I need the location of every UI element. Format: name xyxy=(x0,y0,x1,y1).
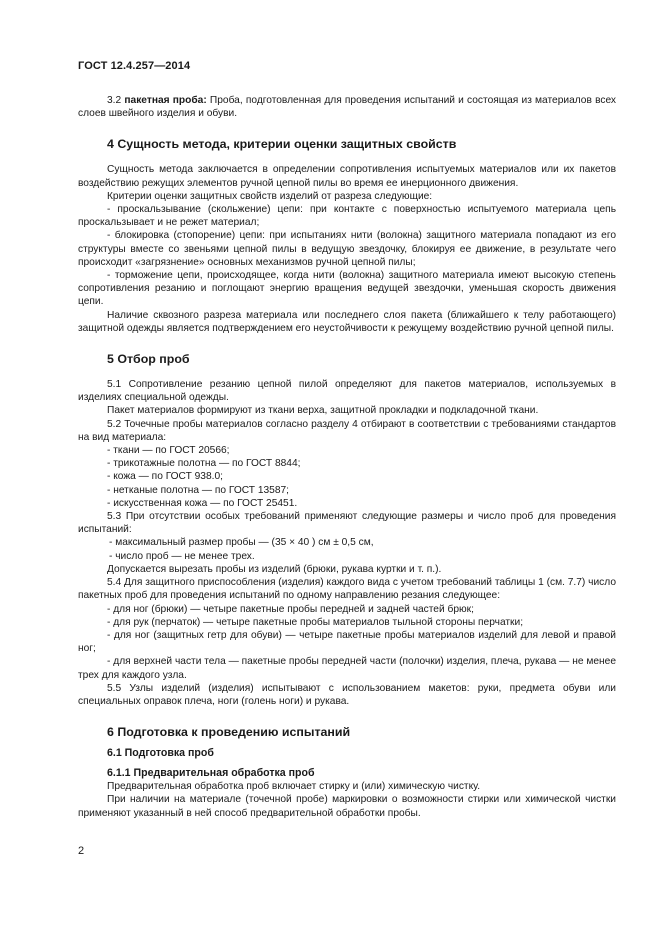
definition-text: Проба, подготовленная для проведения испытаний и состоящая из материалов всех слоев швейного изделия и обуви. xyxy=(78,95,616,120)
section-5-list-item: - для ног (защитных гетр для обуви) — четыре пакетные пробы материалов изделий для левой и правой ног; xyxy=(78,629,616,655)
section-5-paragraph: Пакет материалов формируют из ткани верха, защитной прокладки и подкладочной ткани. xyxy=(107,405,539,417)
document-body xyxy=(78,94,616,820)
section-4-paragraph: Критерии оценки защитных свойств изделий от разреза следующие: xyxy=(107,190,433,202)
document-header: ГОСТ 12.4.257—2014 xyxy=(78,60,191,72)
definition-3-2 xyxy=(78,94,616,120)
section-5-list-item: - искусственная кожа — по ГОСТ 25451. xyxy=(107,497,298,509)
subsection-6-1-1-title: 6.1.1 Предварительная обработка проб xyxy=(107,767,315,780)
section-5-paragraph: 5.5 Узлы изделий (изделия) испытывают с использованием макетов: руки, предмета обуви или специальных оправок плеча, ноги (голень ноги) и рукава. xyxy=(78,682,616,707)
section-4-list-item: - проскальзывание (скольжение) цепи: при контакте с поверхностью испытуемого материала цепь проскальзывает и не режет материал; xyxy=(78,204,616,229)
section-6-paragraph: При наличии на материале (точечной пробе) маркировки о возможности стирки или химической чистки применяют указанный в ней способ предварительной обработки пробы. xyxy=(78,794,616,819)
section-4-paragraph: Сущность метода заключается в определении сопротивления испытуемых материалов или их пакетов воздействию режущих элементов ручной цепной пилы во время ее инерционного движения. xyxy=(78,164,616,189)
section-5-list-item: - нетканые полотна — по ГОСТ 13587; xyxy=(107,484,290,496)
section-4-list-item: - блокировка (стопорение) цепи: при испытаниях нити (волокна) защитного материала попадают из его структуры вместе со звеньями цепной пилы в ведущую звездочку, блокируя ее движение, в результате чего происходит «загрязнение» основных механизмов ручной цепной пилы; xyxy=(78,230,616,268)
section-4-title: 4 Сущность метода, критерии оценки защитных свойств xyxy=(107,137,457,152)
section-5-title: 5 Отбор проб xyxy=(107,352,190,367)
section-5-list-item: - число проб — не менее трех. xyxy=(109,550,255,562)
section-5-list-item: - для верхней части тела — пакетные пробы передней части (полочки) изделия, плеча, рукава — не менее трех для каждого узла. xyxy=(78,656,616,681)
section-5-list-item: - кожа — по ГОСТ 938.0; xyxy=(107,471,223,483)
section-5-paragraph: Допускается вырезать пробы из изделий (брюки, рукава куртки и т. п.). xyxy=(107,563,442,575)
section-5-paragraph: 5.4 Для защитного приспособления (изделия) каждого вида с учетом требований таблицы 1 (см. 7.7) число пакетных проб для проведения испытаний по одному направлению резания следующее: xyxy=(78,577,616,602)
definition-term: пакетная проба: xyxy=(124,95,207,106)
section-5-list-item: - для ног (брюки) — четыре пакетные пробы передней и задней частей брюк; xyxy=(107,603,474,615)
section-5-paragraph: 5.3 При отсутствии особых требований применяют следующие размеры и число проб для проведения испытаний: xyxy=(78,511,616,536)
section-5-paragraph: 5.1 Сопротивление резанию цепной пилой определяют для пакетов материалов, используемых в изделиях специальной одежды. xyxy=(78,379,616,404)
section-5-list-item: - для рук (перчаток) — четыре пакетные пробы материалов тыльной стороны перчатки; xyxy=(107,616,524,628)
section-4-paragraph: Наличие сквозного разреза материала или последнего слоя пакета (ближайшего к телу работающего) защитной одежды является подтверждением его неустойчивости к режущему воздействию ручной цепной пилы. xyxy=(78,309,616,334)
definition-number: 3.2 xyxy=(107,95,122,106)
section-5-paragraph: 5.2 Точечные пробы материалов согласно разделу 4 отбирают в соответствии с требованиями стандартов на вид материала: xyxy=(78,418,616,443)
page-number: 2 xyxy=(78,845,85,857)
section-5-list-item: - ткани — по ГОСТ 20566; xyxy=(107,445,230,457)
section-5-list-item: - максимальный размер пробы — (35 × 40 ) см ± 0,5 см, xyxy=(109,537,374,549)
section-6-title: 6 Подготовка к проведению испытаний xyxy=(107,725,351,740)
section-4-list-item: - торможение цепи, происходящее, когда нити (волокна) защитного материала имеют высокую степень сопротивления резанию и поглощают энергию вращения ведущей звездочки, уменьшая скорость движения цепи. xyxy=(78,270,616,308)
section-6-paragraph: Предварительная обработка проб включает стирку и (или) химическую чистку. xyxy=(107,781,481,793)
subsection-6-1-title: 6.1 Подготовка проб xyxy=(107,747,214,760)
section-5-list-item: - трикотажные полотна — по ГОСТ 8844; xyxy=(107,458,301,470)
